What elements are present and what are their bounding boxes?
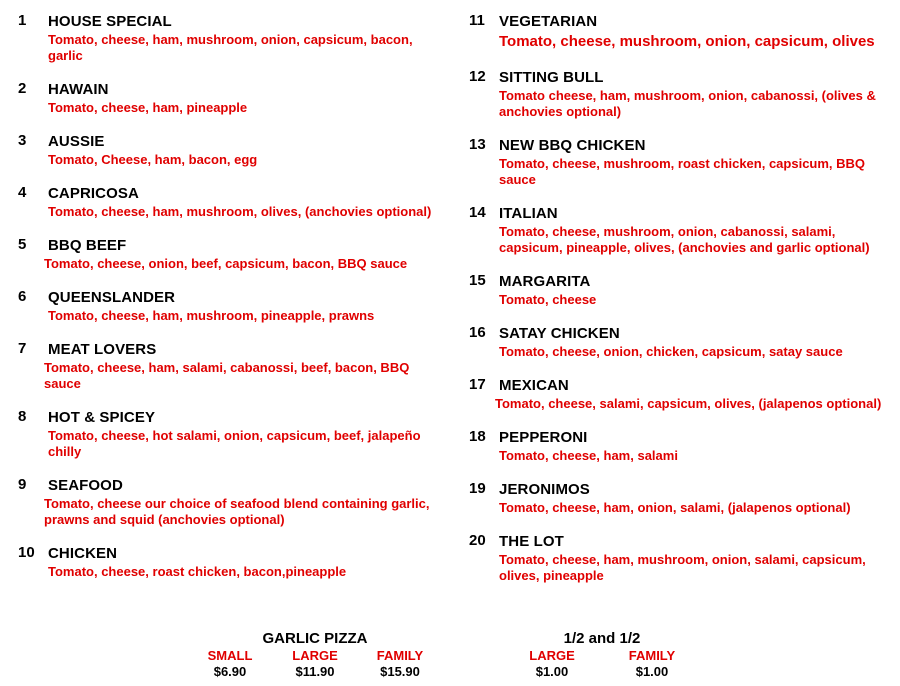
size-label: FAMILY — [628, 648, 676, 663]
price-column — [622, 648, 682, 680]
item-number: 13 — [469, 136, 486, 153]
menu-item — [469, 428, 889, 464]
size-label: LARGE — [529, 648, 575, 663]
price-value: $1.00 — [535, 664, 569, 679]
garlic-pizza-prices — [200, 630, 430, 680]
menu-item — [18, 132, 438, 168]
item-description: Tomato, cheese, ham, salami — [499, 448, 678, 463]
item-number: 18 — [469, 428, 486, 445]
item-description: Tomato, Cheese, ham, bacon, egg — [48, 152, 258, 167]
item-name: CAPRICOSA — [48, 185, 139, 202]
size-label: FAMILY — [376, 648, 424, 663]
item-description: Tomato, cheese, salami, capsicum, olives, (jalapenos optional) — [495, 396, 882, 411]
menu-item — [469, 136, 889, 188]
item-number: 2 — [18, 80, 27, 97]
item-number: 9 — [18, 476, 27, 493]
item-number: 7 — [18, 340, 27, 357]
price-column — [522, 648, 582, 680]
item-description: Tomato, cheese, ham, mushroom, pineapple, prawns — [48, 308, 375, 323]
price-value: $6.90 — [213, 664, 247, 679]
item-description: Tomato, cheese, mushroom, roast chicken, capsicum, BBQ sauce — [499, 156, 866, 187]
garlic-pizza-title: GARLIC PIZZA — [262, 630, 368, 647]
item-number: 19 — [469, 480, 486, 497]
menu-column-left — [18, 12, 438, 596]
item-description: Tomato, cheese, ham, salami, cabanossi, beef, bacon, BBQ sauce — [44, 360, 410, 391]
item-number: 4 — [18, 184, 27, 201]
item-description: Tomato, cheese — [499, 292, 597, 307]
item-name: SEAFOOD — [48, 477, 123, 494]
item-number: 14 — [469, 204, 486, 221]
menu-item — [18, 340, 438, 392]
half-and-half-title: 1/2 and 1/2 — [563, 630, 641, 647]
size-label: SMALL — [207, 648, 253, 663]
item-name: SATAY CHICKEN — [499, 325, 620, 342]
item-name: HOUSE SPECIAL — [48, 13, 172, 30]
menu-item — [18, 236, 438, 272]
item-number: 6 — [18, 288, 27, 305]
menu-item — [469, 480, 889, 516]
price-column — [285, 648, 345, 680]
menu-item — [469, 204, 889, 256]
item-description: Tomato, cheese, mushroom, onion, cabanossi, salami, capsicum, pineapple, olives, (anchovies and garlic optional) — [499, 224, 870, 255]
menu-item — [18, 184, 438, 220]
item-name: SITTING BULL — [499, 69, 604, 86]
item-name: QUEENSLANDER — [48, 289, 176, 306]
item-number: 16 — [469, 324, 486, 341]
menu-item — [469, 376, 889, 412]
menu-item — [469, 532, 889, 584]
item-name: MARGARITA — [499, 273, 591, 290]
item-number: 11 — [469, 12, 485, 29]
item-description: Tomato, cheese, ham, mushroom, onion, salami, capsicum, olives, pineapple — [499, 552, 866, 583]
menu-item — [18, 408, 438, 460]
item-number: 3 — [18, 132, 27, 149]
price-value: $11.90 — [295, 664, 335, 679]
item-number: 8 — [18, 408, 27, 425]
menu-column-right — [469, 12, 889, 600]
item-name: JERONIMOS — [499, 481, 590, 498]
item-name: CHICKEN — [48, 545, 118, 562]
item-name: VEGETARIAN — [499, 13, 598, 30]
item-description: Tomato, cheese, onion, chicken, capsicum, satay sauce — [499, 344, 843, 359]
item-name: PEPPERONI — [499, 429, 588, 446]
item-description: Tomato, cheese, onion, beef, capsicum, bacon, BBQ sauce — [44, 256, 408, 271]
item-name: ITALIAN — [499, 205, 558, 222]
half-and-half-prices — [522, 630, 682, 680]
menu-item — [18, 476, 438, 528]
item-number: 17 — [469, 376, 486, 393]
menu-item — [18, 288, 438, 324]
price-value: $1.00 — [635, 664, 669, 679]
item-name: THE LOT — [499, 533, 564, 550]
item-name: MEXICAN — [499, 377, 569, 394]
item-name: NEW BBQ CHICKEN — [499, 137, 646, 154]
price-column — [200, 648, 260, 680]
menu-item — [18, 12, 438, 64]
menu-item — [469, 272, 889, 308]
item-name: HAWAIN — [48, 81, 109, 98]
size-label: LARGE — [292, 648, 338, 663]
item-number: 5 — [18, 236, 27, 253]
item-description: Tomato, cheese, ham, mushroom, onion, capsicum, bacon, garlic — [48, 32, 413, 63]
item-description: Tomato, cheese, ham, onion, salami, (jalapenos optional) — [499, 500, 851, 515]
menu-item — [469, 324, 889, 360]
item-name: AUSSIE — [48, 133, 105, 150]
item-description: Tomato, cheese, mushroom, onion, capsicum, olives — [499, 33, 875, 50]
item-description: Tomato, cheese, hot salami, onion, capsicum, beef, jalapeño chilly — [48, 428, 421, 459]
item-number: 20 — [469, 532, 486, 549]
item-number: 15 — [469, 272, 486, 289]
menu-item — [18, 544, 438, 580]
item-number: 10 — [18, 544, 35, 561]
item-description: Tomato cheese, ham, mushroom, onion, cabanossi, (olives & anchovies optional) — [499, 88, 876, 119]
menu-item — [18, 80, 438, 116]
item-name: HOT & SPICEY — [48, 409, 156, 426]
item-name: MEAT LOVERS — [48, 341, 157, 358]
item-description: Tomato, cheese, ham, pineapple — [48, 100, 248, 115]
item-name: BBQ BEEF — [48, 237, 127, 254]
item-description: Tomato, cheese, ham, mushroom, olives, (anchovies optional) — [48, 204, 432, 219]
menu-item — [469, 12, 889, 52]
item-description: Tomato, cheese, roast chicken, bacon,pineapple — [48, 564, 347, 579]
item-number: 12 — [469, 68, 486, 85]
price-value: $15.90 — [380, 664, 420, 679]
item-number: 1 — [18, 12, 27, 29]
menu-item — [469, 68, 889, 120]
item-description: Tomato, cheese our choice of seafood blend containing garlic, prawns and squid (anchovies optional) — [44, 496, 430, 527]
price-column — [370, 648, 430, 680]
